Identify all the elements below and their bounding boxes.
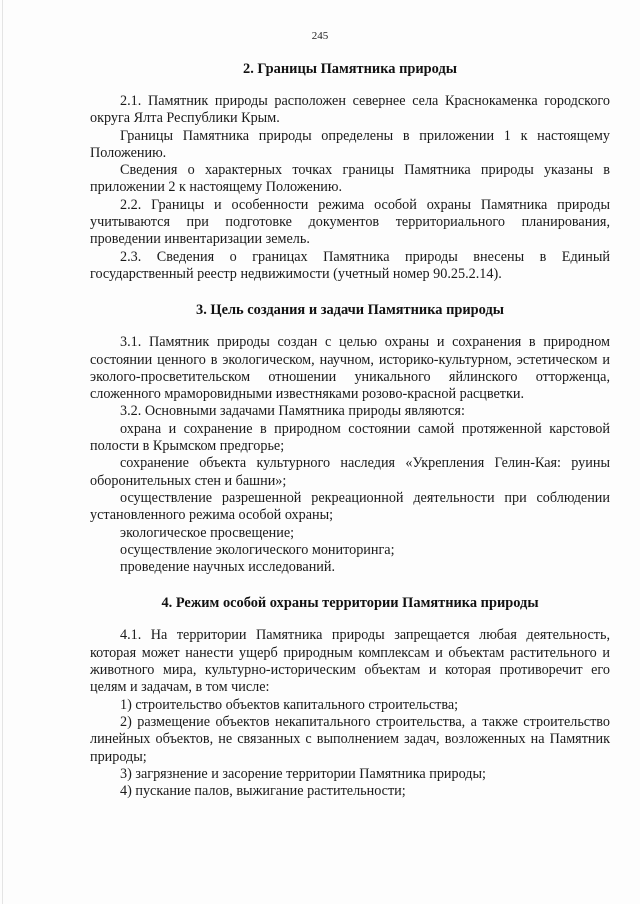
section-heading: 2. Границы Памятника природы	[243, 61, 457, 77]
section-protection-regime	[90, 594, 610, 800]
paragraph: 4.1. На территории Памятника природы запрещается любая деятельность, которая может нанести ущерб природным комплексам и объектам растительного и животного мира, культурно-историческим объектам и которая противоречит его целям и задачам, в том числе:	[90, 627, 610, 696]
list-item: проведение научных исследований.	[120, 559, 336, 576]
section-heading: 3. Цель создания и задачи Памятника природы	[196, 302, 504, 319]
page-number: 245	[311, 30, 329, 42]
paragraph: 3.2. Основными задачами Памятника природы являются:	[120, 403, 465, 420]
list-item: 1) строительство объектов капитального строительства;	[120, 696, 459, 713]
paragraph: Сведения о характерных точках границы Памятника природы указаны в приложении 2 к настоящему Положению.	[90, 162, 610, 196]
list-item: 4) пускание палов, выжигание растительности;	[120, 783, 406, 800]
list-item: осуществление разрешенной рекреационной деятельности при соблюдении установленного режима особой охраны;	[90, 489, 610, 524]
list-item: охрана и сохранение в природном состоянии самой протяженной карстовой полости в Крымском предгорье;	[90, 420, 610, 455]
section-goals	[90, 301, 610, 576]
list-item: осуществление экологического мониторинга;	[120, 541, 395, 558]
paragraph: 3.1. Памятник природы создан с целью охраны и сохранения в природном состоянии ценного в экологическом, научном, историко-культурном, эстетическом и эколого-просветительском отношении уникального яйлинского отторженца, сложенного мраморовидными известняками розово-красной расцветки.	[90, 334, 610, 403]
paragraph: 2.1. Памятник природы расположен севернее села Краснокаменка городского округа Ялта Республики Крым.	[90, 93, 610, 127]
list-item: сохранение объекта культурного наследия «Укрепления Гелин-Кая: руины оборонительных стен и башни»;	[90, 455, 610, 489]
list-item: 3) загрязнение и засорение территории Памятника природы;	[120, 765, 486, 782]
list-item: 2) размещение объектов некапитального строительства, а также строительство линейных объектов, не связанных с выполнением задач, возложенных на Памятник природы;	[90, 713, 610, 765]
scan-edge	[2, 0, 3, 904]
paragraph: Границы Памятника природы определены в приложении 1 к настоящему Положению.	[90, 127, 610, 161]
paragraph: 2.3. Сведения о границах Памятника природы внесены в Единый государственный реестр недвижимости (учетный номер 90.25.2.14).	[90, 248, 610, 282]
section-boundaries	[90, 60, 610, 283]
list-item: экологическое просвещение;	[120, 524, 295, 541]
paragraph: 2.2. Границы и особенности режима особой охраны Памятника природы учитываются при подготовке документов территориального планирования, проведении инвентаризации земель.	[90, 196, 610, 248]
section-heading: 4. Режим особой охраны территории Памятника природы	[161, 595, 539, 612]
document-body	[90, 60, 610, 800]
